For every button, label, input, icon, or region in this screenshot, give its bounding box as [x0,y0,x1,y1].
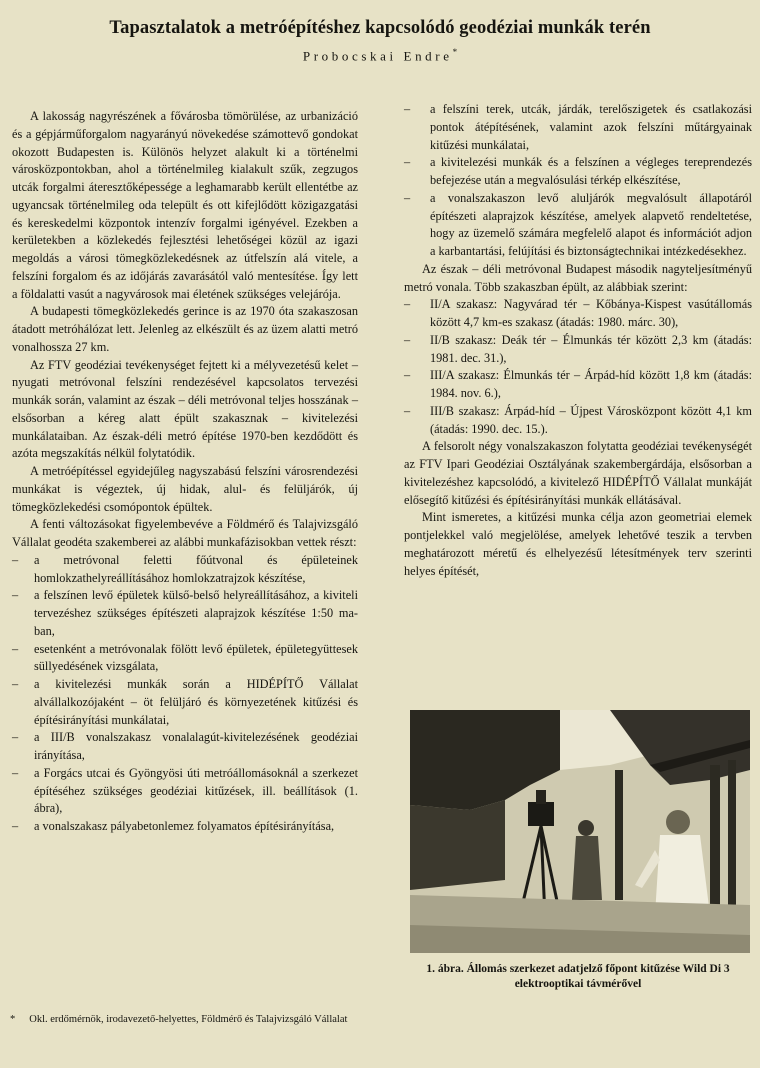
author-line [0,47,760,64]
paragraph: A fenti változásokat figyelembevéve a Földmérő és Talajvizsgáló Vállalat geodéta szakemberei az alábbi munkafázisokban vettek részt: [12,517,358,549]
section-item: – III/A szakasz: Élmunkás tér – Árpád-híd között 1,8 km (átadás: 1984. nov. 6.), [404,367,752,403]
figure-photo [410,710,750,953]
list-item: – a metróvonal feletti főútvonal és épületeinek homlokzathelyreállításához homlokzatrajzok készítése, [12,552,358,588]
list-item: – a vonalszakaszon levő aluljárók megvalósult állapotáról építészeti alaprajzok készítése, amelyek alapvető rendeltetése, hogy az üzemelő számára megfelelő alapot és információt adjon a karbantartási, felújítási és biztonságtechnikai intézkedésekhez. [404,190,752,261]
list-item: – a kivitelezési munkák során a HIDÉPÍTŐ Vállalat alvállalkozójaként – öt felüljáró és környezetének kitűzési és építésirányítási munkálatai, [12,676,358,729]
section-item: – III/B szakasz: Árpád-híd – Újpest Városközpont között 4,1 km (átadás: 1990. dec. 15.). [404,403,752,439]
station-construction-photo [410,710,750,953]
list-item: – a Forgács utcai és Gyöngyösi úti metróállomásoknál a szerkezet építéséhez szükséges geodéziai kitűzések, ill. beállítások (1. ábra), [12,765,358,818]
list-item: – a kivitelezési munkák és a felszínen a végleges tereprendezés befejezése után a megvalósulási térkép elkészítése, [404,154,752,190]
section-item: – II/A szakasz: Nagyvárad tér – Kőbánya-Kispest vasútállomás között 4,7 km-es szakasz (átadás: 1980. márc. 30), [404,296,752,332]
paragraph: A budapesti tömegközlekedés gerince is az 1970 óta szakaszosan átadott metróhálózat lett. Jelenleg az elkészült és az üzem alatti metró vonalhossza 27 km. [12,304,358,354]
author-name: Probocskai Endre [302,48,453,64]
metro-sections-list [404,296,752,438]
article-title: Tapasztalatok a metróépítéshez kapcsolódó geodéziai munkák terén [109,18,651,38]
paragraph: Az észak – déli metróvonal Budapest második nagyteljesítményű metró vonala. Több szakaszban épült, az alábbiak szerint: [404,261,752,294]
list-item: – a vonalszakasz pályabetonlemez folyamatos építésirányítása, [12,818,358,836]
work-phase-list-continued [404,101,752,261]
paragraph: A lakosság nagyrészének a fővárosba tömörülése, az urbanizáció és a gépjárműforgalom nagyarányú növekedése számottevő gondokat okozott Budapesten is. Különös helyzet alakult ki a történelmi városközpontokban, ahol a történelmileg kialakult szűk, zegzugos utcák forgalmi áteresztőképessége a leghamarabb került ellentétbe az ugyancsak történelmileg oda települt és ott kifejlődött közigazgatási és kereskedelmi központok intenzív forgalmi igényével. Ezekben a kerületekben a közlekedés fejlesztési lehetőségei közül az igazi megoldás a városi tömegközlekedésnek az útfelszín alá vitele, a felszíni forgalom és az időjárás zavarásától való mentesítése. Így lett a földalatti vasút a nagyvárosok mai életének szükséges velejárója. [12,109,358,301]
left-column [12,108,358,836]
footnote-text: Okl. erdőmérnök, irodavezető-helyettes, Földmérő és Talajvizsgáló Vállalat [29,1014,348,1025]
work-phase-list [12,552,358,836]
paragraph: Mint ismeretes, a kitűzési munka célja azon geometriai elemek pontjelekkel való megjelölése, amelyek lehetővé teszik a tervben meghatározott méretű és elhelyezésű létesítmények terv szerinti helyes építését, [404,510,752,578]
right-column [404,101,752,580]
paragraph: A felsorolt négy vonalszakaszon folytatta geodéziai tevékenységét az FTV Ipari Geodéziai Osztályának szakembergárdája, elsősorban a kivitelezéshez kapcsolódó, a kivitelező HIDÉPÍTŐ Vállalat munkáját elősegítő kitűzési és építésirányítási munkák ellátásával. [404,439,752,507]
list-item: – a III/B vonalszakasz vonalalagút-kivitelezésének geodéziai irányítása, [12,729,358,765]
paragraph: A metróépítéssel egyidejűleg nagyszabású felszíni városrendezési munkákat is végeztek, új hidak, alul- és felüljárók, új tömegközlekedési csomópontok épültek. [12,464,358,514]
footnote-mark: * [10,1014,16,1025]
paragraph: Az FTV geodéziai tevékenységet fejtett ki a mélyvezetésű kelet – nyugati metróvonal felszíni rendezésével kapcsolatos tervezési munkák során, valamint az észak – déli metróvonal teljes hosszának – elsősorban a kéreg alatt épült szakasznak – kivitelezési munkálataiban. Az észak-déli metró építése 1970-ben kezdődött és azóta megszakítás nélkül folytatódik. [12,357,358,461]
list-item: – esetenként a metróvonalak fölött levő épületek, épületegyüttesek süllyedésének vizsgálata, [12,641,358,677]
list-item: – a felszíni terek, utcák, járdák, terelőszigetek és csatlakozási pontok átépítésének, valamint azok felszíni műtárgyainak kitűzési munkálatai, [404,101,752,154]
figure-caption: 1. ábra. Állomás szerkezet adatjelző főpont kitűzése Wild Di 3 elektrooptikai távmérővel [426,963,730,990]
list-item: – a felszínen levő épületek külső-belső helyreállításához, a kiviteli tervezéshez szükséges építészeti alaprajzok készítése 1:50 ma-ban, [12,587,358,640]
author-footnote-mark: * [452,47,458,57]
section-item: – II/B szakasz: Deák tér – Élmunkás tér között 2,3 km (átadás: 1981. dec. 31.), [404,332,752,368]
footnote [10,1014,430,1025]
